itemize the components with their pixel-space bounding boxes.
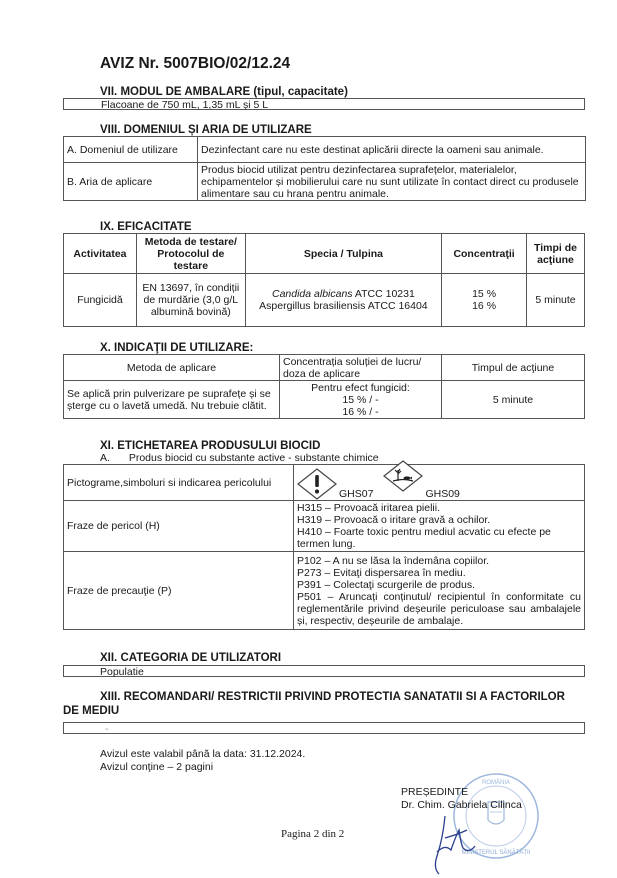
concentration-2: 16 %	[472, 300, 497, 312]
precaution-phrases-cell	[294, 552, 585, 630]
table-row	[64, 552, 585, 630]
packaging-value-box	[63, 98, 585, 110]
col-action-time: Timpul de acţiune	[442, 355, 585, 381]
action-time-value: 5 minute	[442, 381, 585, 419]
page-number: Pagina 2 din 2	[281, 828, 345, 840]
table-row	[64, 137, 586, 163]
table-row	[64, 381, 585, 419]
user-category-box	[63, 665, 585, 677]
table-header-row	[64, 234, 585, 274]
section-xi-heading: XI. ETICHETAREA PRODUSULUI BIOCID	[100, 440, 321, 452]
pictograms-label: Pictograme,simboluri si indicarea pericolului	[64, 465, 294, 501]
pictograms-cell	[294, 465, 585, 501]
col-activity: Activitatea	[64, 234, 137, 274]
working-concentration-1: 15 % / -	[342, 393, 379, 406]
environment-hazard-icon	[383, 460, 423, 492]
ghs09-pictogram	[383, 460, 459, 500]
precaution-phrase: P273 – Evitaţi dispersarea în mediu.	[297, 566, 466, 579]
ghs09-label: GHS09	[425, 487, 460, 500]
ghs07-label: GHS07	[339, 487, 374, 500]
species-2: Aspergillus brasiliensis ATCC 16404	[259, 300, 428, 312]
hazard-phrases-cell	[294, 501, 585, 552]
method-value: EN 13697, în condiții de murdărie (3,0 g/L albumină bovină)	[136, 274, 245, 327]
table-header-row	[64, 355, 585, 381]
signature	[425, 808, 485, 878]
efficacy-table	[63, 233, 585, 327]
hazard-phrase: H319 – Provoacă o iritare gravă a ochilor.	[297, 514, 491, 526]
working-concentration-2: 16 % / -	[342, 405, 379, 418]
signer-name: Dr. Chim. Gabriela Cilinca	[401, 799, 522, 811]
ghs07-pictogram	[297, 468, 373, 500]
section-xiii-heading-line2: DE MEDIU	[63, 705, 120, 717]
usage-domain-table	[63, 136, 586, 201]
section-x-heading: X. INDICAŢII DE UTILIZARE:	[100, 342, 254, 354]
precaution-phrases-label: Fraze de precauţie (P)	[64, 552, 294, 630]
table-row	[64, 501, 585, 552]
validity-text: Avizul este valabil până la data: 31.12.2024.	[100, 748, 306, 760]
species-1-strain: ATCC 10231	[352, 288, 415, 300]
precaution-phrase: P102 – A nu se lăsa la îndemâna copiilor.	[297, 554, 490, 567]
stamp-top-text: ROMÂNIA	[481, 780, 511, 786]
table-row	[64, 465, 585, 501]
application-area-value: Produs biocid utilizat pentru dezinfectarea suprafețelor, materialelor, echipamentelor și mobilierului care nu sunt utilizate în contact direct cu produsele alimentare sau cu hrana pentru animale.	[198, 163, 586, 201]
col-working-concentration: Concentrația soluției de lucru/ doza de aplicare	[280, 355, 442, 381]
exclamation-mark-icon	[297, 468, 337, 500]
restrictions-box	[63, 722, 585, 734]
precaution-phrase: P391 – Colectaţi scurgerile de produs.	[297, 578, 476, 591]
sub-text: Produs biocid cu substante active - substante chimice	[128, 452, 379, 464]
section-xi-subheading	[100, 452, 379, 464]
domain-label: A. Domeniul de utilizare	[64, 137, 198, 163]
table-row	[64, 163, 586, 201]
fungicidal-effect-label: Pentru efect fungicid:	[311, 381, 410, 394]
hazard-phrase: H315 – Provoacă iritarea pielii.	[297, 502, 440, 514]
stamp-bottom-text: MINISTERUL SĂNĂTĂȚII	[461, 850, 531, 856]
precaution-phrase: P501 – Aruncați conținutul/ recipientul în conformitate cu reglementările privind deșeurile periculoase sau ambalajele și, respectiv, deșeurile de ambalaje.	[297, 590, 581, 627]
col-method: Metoda de testare/ Protocolul de testare	[136, 234, 245, 274]
labelling-table	[63, 464, 585, 630]
section-ix-heading: IX. EFICACITATE	[100, 221, 192, 233]
signer-title: PREȘEDINTE	[401, 786, 469, 798]
col-concentrations: Concentraţii	[442, 234, 527, 274]
time-value: 5 minute	[527, 274, 585, 327]
section-xiii-heading-line1: XIII. RECOMANDARI/ RESTRICTII PRIVIND PROTECTIA SANATATII SI A FACTORILOR	[100, 691, 565, 703]
domain-value: Dezinfectant care nu este destinat aplicării directe la oameni sau animale.	[198, 137, 586, 163]
working-concentration-value	[280, 381, 442, 419]
document-title: AVIZ Nr. 5007BIO/02/12.24	[100, 55, 291, 72]
activity-value: Fungicidă	[64, 274, 137, 327]
concentration-value	[442, 274, 527, 327]
application-method-value: Se aplică prin pulverizare pe suprafețe și se șterge cu o lavetă umedă. Nu trebuie clătit.	[64, 381, 280, 419]
sub-letter: A.	[100, 452, 110, 464]
restrictions-value: -	[105, 723, 109, 735]
col-action-time: Timpi de acţiune	[527, 234, 585, 274]
hazard-phrases-label: Fraze de pericol (H)	[64, 501, 294, 552]
species-value	[245, 274, 441, 327]
application-area-label: B. Aria de aplicare	[64, 163, 198, 201]
packaging-value: Flacoane de 750 mL, 1,35 mL și 5 L	[101, 99, 269, 111]
section-vii-heading: VII. MODUL DE AMBALARE (tipul, capacitate)	[100, 86, 348, 98]
col-species: Specia / Tulpina	[245, 234, 441, 274]
concentration-1: 15 %	[472, 288, 497, 300]
table-row	[64, 274, 585, 327]
user-category-value: Populatie	[100, 666, 144, 678]
col-application-method: Metoda de aplicare	[64, 355, 280, 381]
usage-indications-table	[63, 354, 585, 419]
section-viii-heading: VIII. DOMENIUL ȘI ARIA DE UTILIZARE	[100, 124, 312, 136]
section-xii-heading: XII. CATEGORIA DE UTILIZATORI	[100, 652, 282, 664]
pages-info-text: Avizul conţine – 2 pagini	[100, 761, 214, 773]
hazard-phrase: H410 – Foarte toxic pentru mediul acvatic cu efecte pe termen lung.	[297, 526, 551, 550]
species-1-name: Candida albicans	[272, 288, 353, 300]
